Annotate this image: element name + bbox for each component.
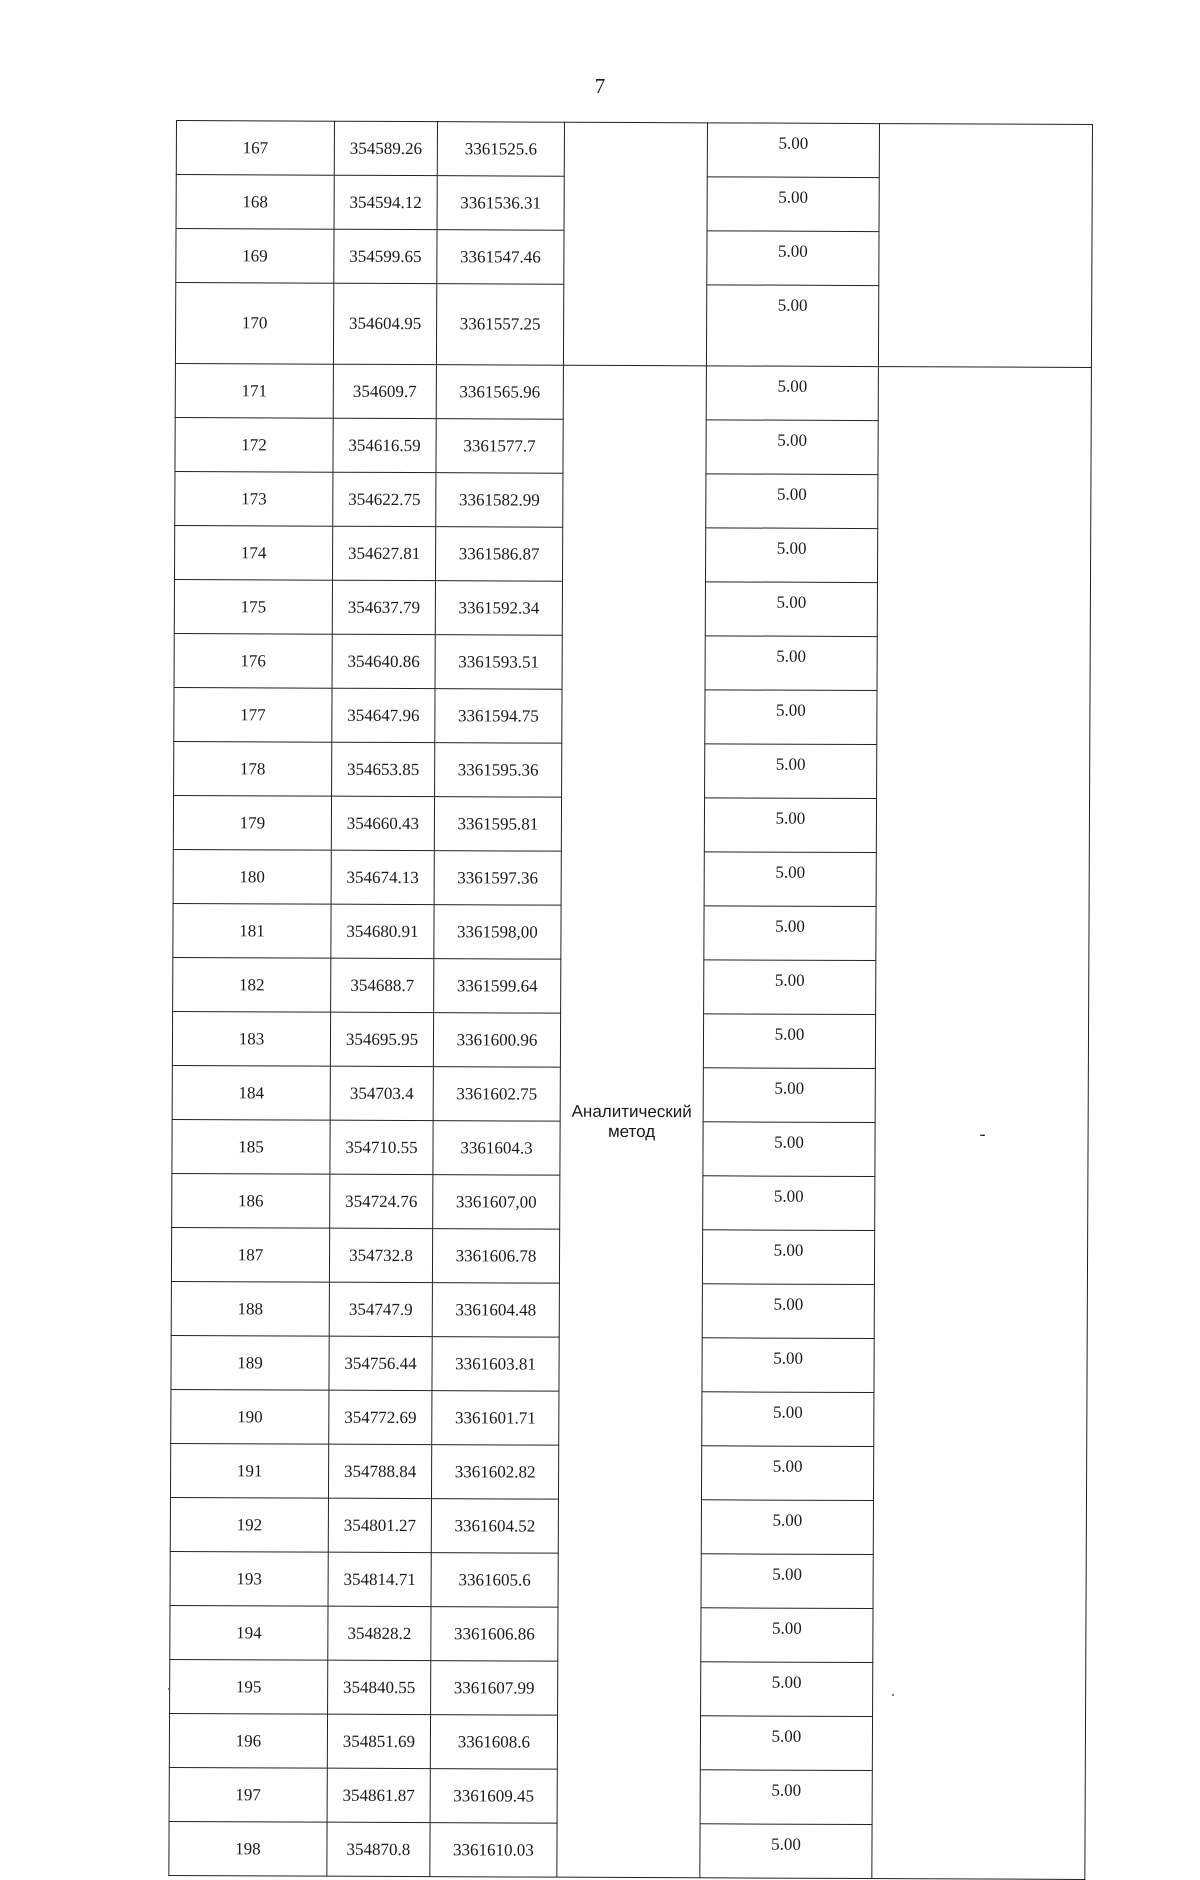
point-number: 197 [169, 1767, 327, 1822]
y-coordinate: 3361606.78 [432, 1229, 559, 1284]
y-coordinate: 3361602.82 [431, 1445, 558, 1500]
scan-speck [168, 1688, 170, 1690]
point-number: 182 [173, 957, 331, 1012]
precision-value: 5.00 [704, 960, 876, 1015]
x-coordinate: 354640.86 [332, 634, 435, 688]
precision-value: 5.00 [703, 1068, 875, 1123]
precision-value: 5.00 [704, 798, 876, 853]
point-number: 190 [171, 1389, 329, 1444]
x-coordinate: 354637.79 [332, 580, 435, 634]
precision-value: 5.00 [701, 1446, 873, 1501]
x-coordinate: 354616.59 [333, 418, 436, 472]
y-coordinate: 3361602.75 [433, 1067, 560, 1122]
precision-value: 5.00 [702, 1392, 874, 1447]
x-coordinate: 354622.75 [333, 472, 436, 526]
x-coordinate: 354828.2 [328, 1606, 431, 1660]
precision-value: 5.00 [700, 1824, 872, 1879]
y-coordinate: 3361536.31 [437, 176, 564, 231]
precision-value: 5.00 [701, 1662, 873, 1717]
x-coordinate: 354660.43 [331, 796, 434, 850]
point-number: 195 [170, 1659, 328, 1714]
precision-value: 5.00 [701, 1608, 873, 1663]
y-coordinate: 3361603.81 [432, 1337, 559, 1392]
precision-value: 5.00 [704, 852, 876, 907]
scan-speck [892, 1694, 894, 1696]
precision-value: 5.00 [703, 1122, 875, 1177]
precision-value: 5.00 [703, 1014, 875, 1069]
x-coordinate: 354599.65 [334, 229, 437, 283]
precision-value: 5.00 [703, 1176, 875, 1231]
point-number: 188 [171, 1281, 329, 1336]
y-coordinate: 3361592.34 [435, 581, 562, 636]
x-coordinate: 354653.85 [332, 742, 435, 796]
x-coordinate: 354756.44 [329, 1336, 432, 1390]
x-coordinate: 354627.81 [332, 526, 435, 580]
precision-value: 5.00 [702, 1230, 874, 1285]
precision-value: 5.00 [705, 744, 877, 799]
point-number: 169 [176, 229, 334, 284]
precision-value: 5.00 [706, 366, 878, 421]
x-coordinate: 354851.69 [327, 1714, 430, 1768]
point-number: 179 [173, 795, 331, 850]
y-coordinate: 3361597.36 [434, 851, 561, 906]
x-coordinate: 354589.26 [334, 121, 437, 175]
page-number: 7 [594, 74, 606, 98]
precision-value: 5.00 [701, 1554, 873, 1609]
point-number: 171 [175, 363, 333, 418]
precision-value: 5.00 [707, 231, 879, 286]
coordinates-sheet [168, 120, 1092, 1880]
x-coordinate: 354609.7 [333, 364, 436, 418]
y-coordinate: 3361565.96 [436, 365, 563, 420]
y-coordinate: 3361599.64 [434, 959, 561, 1014]
y-coordinate: 3361586.87 [435, 527, 562, 582]
x-coordinate: 354772.69 [329, 1390, 432, 1444]
precision-value: 5.00 [702, 1284, 874, 1339]
x-coordinate: 354680.91 [331, 904, 434, 958]
dash-mark: - [979, 1123, 986, 1144]
point-number: 172 [175, 417, 333, 472]
point-number: 183 [172, 1011, 330, 1066]
point-number: 178 [174, 741, 332, 796]
y-coordinate: 3361547.46 [437, 230, 564, 285]
point-number: 180 [173, 849, 331, 904]
y-coordinate: 3361608.6 [430, 1715, 557, 1770]
remark-cell [872, 367, 1092, 1880]
method-cell: Аналитический метод [557, 365, 707, 1878]
table-row [175, 363, 1091, 421]
precision-value: 5.00 [705, 636, 877, 691]
point-number: 177 [174, 687, 332, 742]
coordinates-table [168, 120, 1093, 1880]
y-coordinate: 3361593.51 [435, 635, 562, 690]
point-number: 175 [174, 579, 332, 634]
point-number: 198 [169, 1821, 327, 1876]
point-number: 173 [175, 471, 333, 526]
y-coordinate: 3361598,00 [434, 905, 561, 960]
y-coordinate: 3361605.6 [431, 1553, 558, 1608]
method-cell-blank [563, 122, 707, 366]
point-number: 170 [175, 283, 333, 365]
y-coordinate: 3361525.6 [437, 122, 564, 177]
x-coordinate: 354840.55 [328, 1660, 431, 1714]
y-coordinate: 3361601.71 [432, 1391, 559, 1446]
point-number: 186 [172, 1173, 330, 1228]
precision-value: 5.00 [705, 582, 877, 637]
y-coordinate: 3361609.45 [430, 1769, 557, 1824]
x-coordinate: 354801.27 [328, 1498, 431, 1552]
point-number: 192 [170, 1497, 328, 1552]
y-coordinate: 3361594.75 [435, 689, 562, 744]
y-coordinate: 3361610.03 [430, 1823, 557, 1878]
y-coordinate: 3361600.96 [433, 1013, 560, 1068]
y-coordinate: 3361557.25 [436, 284, 563, 366]
point-number: 167 [176, 121, 334, 176]
y-coordinate: 3361604.3 [433, 1121, 560, 1176]
point-number: 196 [169, 1713, 327, 1768]
precision-value: 5.00 [705, 528, 877, 583]
point-number: 194 [170, 1605, 328, 1660]
point-number: 189 [171, 1335, 329, 1390]
point-number: 187 [171, 1227, 329, 1282]
y-coordinate: 3361604.52 [431, 1499, 558, 1554]
precision-value: 5.00 [700, 1770, 872, 1825]
x-coordinate: 354861.87 [327, 1768, 430, 1822]
precision-value: 5.00 [707, 177, 879, 232]
x-coordinate: 354674.13 [331, 850, 434, 904]
x-coordinate: 354788.84 [328, 1444, 431, 1498]
precision-value: 5.00 [701, 1500, 873, 1555]
x-coordinate: 354703.4 [330, 1066, 433, 1120]
x-coordinate: 354732.8 [329, 1228, 432, 1282]
y-coordinate: 3361595.36 [435, 743, 562, 798]
precision-value: 5.00 [707, 123, 879, 178]
precision-value: 5.00 [706, 474, 878, 529]
remark-cell-blank [878, 124, 1092, 368]
y-coordinate: 3361606.86 [431, 1607, 558, 1662]
precision-value: 5.00 [706, 285, 878, 367]
x-coordinate: 354604.95 [333, 283, 436, 364]
point-number: 185 [172, 1119, 330, 1174]
point-number: 174 [174, 525, 332, 580]
x-coordinate: 354747.9 [329, 1282, 432, 1336]
point-number: 184 [172, 1065, 330, 1120]
y-coordinate: 3361607,00 [433, 1175, 560, 1230]
point-number: 168 [176, 175, 334, 230]
precision-value: 5.00 [704, 906, 876, 961]
x-coordinate: 354724.76 [330, 1174, 433, 1228]
y-coordinate: 3361604.48 [432, 1283, 559, 1338]
precision-value: 5.00 [706, 420, 878, 475]
x-coordinate: 354710.55 [330, 1120, 433, 1174]
precision-value: 5.00 [705, 690, 877, 745]
y-coordinate: 3361595.81 [434, 797, 561, 852]
y-coordinate: 3361582.99 [436, 473, 563, 528]
point-number: 191 [170, 1443, 328, 1498]
x-coordinate: 354688.7 [331, 958, 434, 1012]
coordinates-table-body [169, 121, 1093, 1880]
point-number: 181 [173, 903, 331, 958]
y-coordinate: 3361607.99 [431, 1661, 558, 1716]
point-number: 176 [174, 633, 332, 688]
table-row [176, 121, 1092, 179]
y-coordinate: 3361577.7 [436, 419, 563, 474]
x-coordinate: 354594.12 [334, 175, 437, 229]
x-coordinate: 354870.8 [327, 1822, 430, 1876]
precision-value: 5.00 [702, 1338, 874, 1393]
x-coordinate: 354695.95 [330, 1012, 433, 1066]
precision-value: 5.00 [700, 1716, 872, 1771]
x-coordinate: 354647.96 [332, 688, 435, 742]
x-coordinate: 354814.71 [328, 1552, 431, 1606]
point-number: 193 [170, 1551, 328, 1606]
